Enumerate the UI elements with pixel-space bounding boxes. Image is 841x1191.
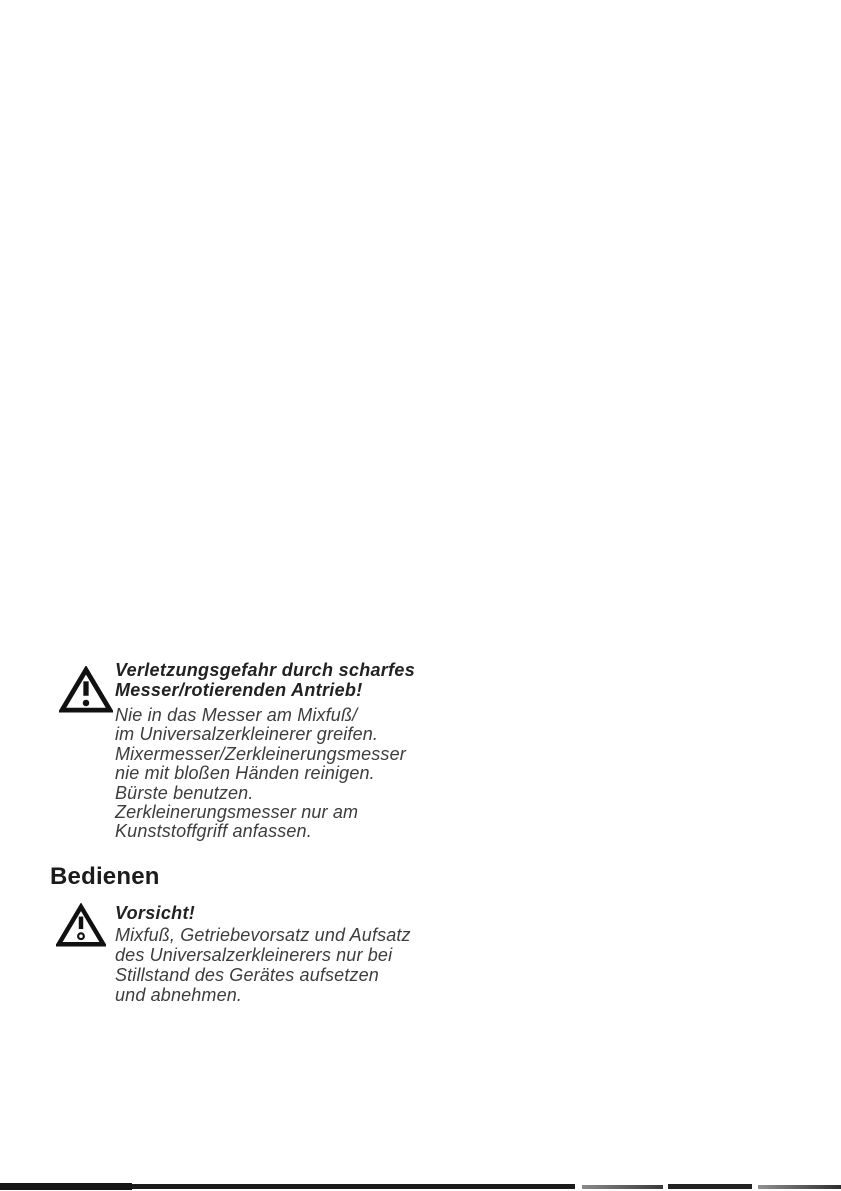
warning1-title-line: Messer/rotierenden Antrieb! <box>115 680 363 700</box>
warning1-body-line: im Universalzerkleinerer greifen. <box>115 724 379 745</box>
warning1-body-line: Zerkleinerungsmesser nur am <box>115 802 359 823</box>
scan-edge-segment <box>758 1185 841 1189</box>
scan-edge-segment <box>668 1184 752 1189</box>
warning1-body-line: Bürste benutzen. <box>115 782 254 803</box>
scan-edge-segment <box>0 1183 132 1190</box>
warning1-body-line: Nie in das Messer am Mixfuß/ <box>115 705 358 725</box>
warning2-body-line: Mixfuß, Getriebevorsatz und Aufsatz <box>115 925 411 945</box>
warning-triangle-icon <box>56 903 106 948</box>
warning1-title <box>115 660 415 700</box>
warning2-body-line: und abnehmen. <box>115 985 243 1005</box>
warning2-title: Vorsicht! <box>115 903 196 923</box>
section-heading-bedienen: Bedienen <box>50 863 160 890</box>
warning-triangle-icon <box>59 666 113 714</box>
warning1-body <box>115 706 406 842</box>
scan-edge-segment <box>582 1185 663 1189</box>
warning1-body-line: Kunststoffgriff anfassen. <box>115 821 312 842</box>
warning2-body-line: Stillstand des Gerätes aufsetzen <box>115 965 379 985</box>
warning2-body <box>115 925 411 1005</box>
warning1-body-line: Mixermesser/Zerkleinerungsmesser <box>115 743 406 764</box>
scan-edge-segment <box>132 1184 575 1189</box>
warning1-body-line: nie mit bloßen Händen reinigen. <box>115 763 375 784</box>
warning2-body-line: des Universalzerkleinerers nur bei <box>115 945 393 965</box>
warning1-title-line: Verletzungsgefahr durch scharfes <box>115 660 416 680</box>
